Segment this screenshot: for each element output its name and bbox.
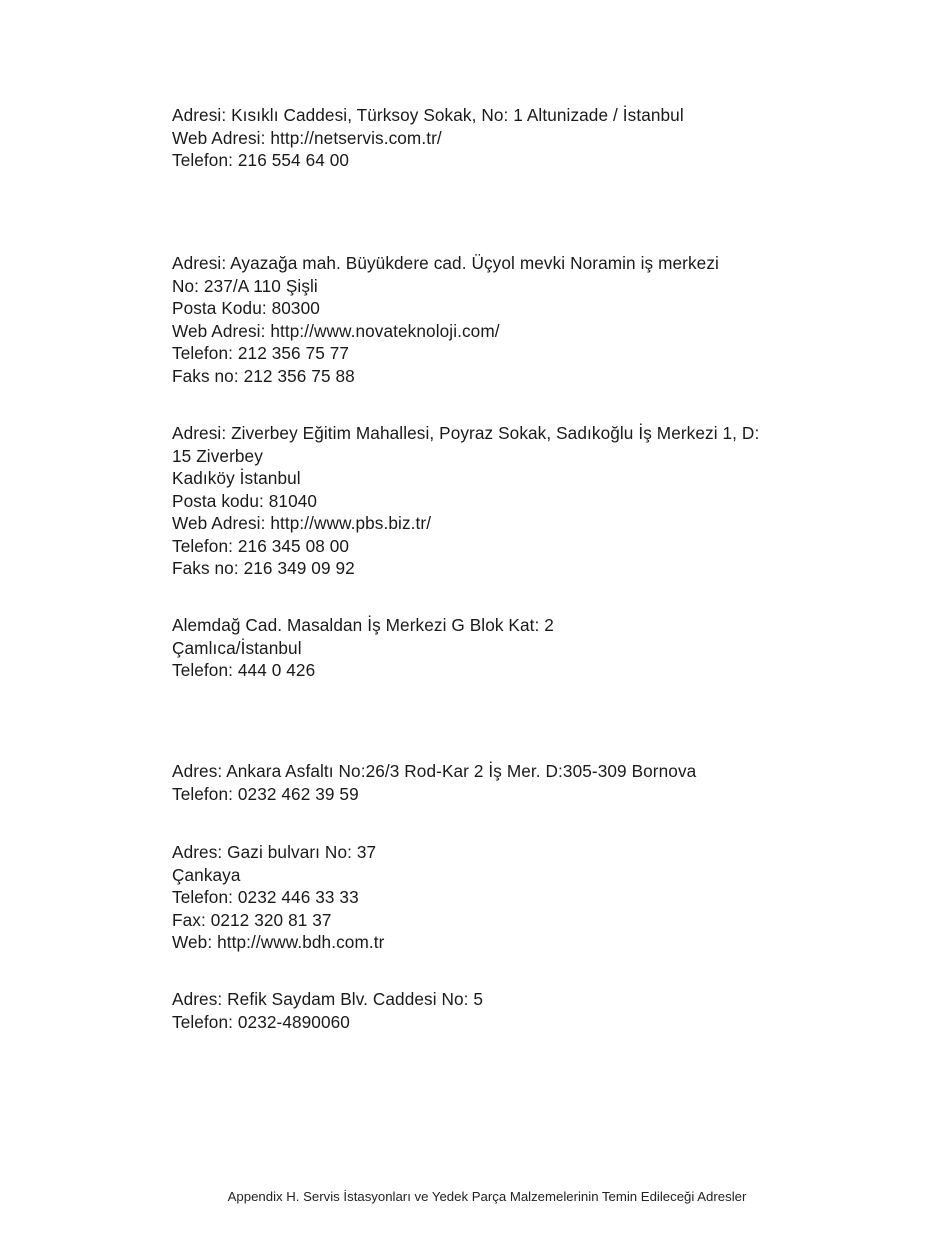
entry-line: Kadıköy İstanbul xyxy=(172,468,301,488)
page-footer: Appendix H. Servis İstasyonları ve Yedek Parça Malzemelerinin Temin Edileceği Adresler xyxy=(227,1189,747,1204)
address-entry xyxy=(172,252,832,387)
entry-line: Çankaya xyxy=(172,864,241,885)
entry-line: Posta Kodu: 80300 xyxy=(172,298,320,318)
entry-line: Faks no: 212 356 75 88 xyxy=(172,365,355,386)
entry-line: Fax: 0212 320 81 37 xyxy=(172,909,332,930)
address-entry xyxy=(172,988,832,1033)
entry-line: Adres: Refik Saydam Blv. Caddesi No: 5 xyxy=(172,989,484,1009)
entry-line: Telefon: 0232 462 39 59 xyxy=(172,783,359,804)
entry-line: Adresi: Kısıklı Caddesi, Türksoy Sokak, No: 1 Altunizade / İstanbul xyxy=(172,105,684,125)
entry-line: Faks no: 216 349 09 92 xyxy=(172,558,355,578)
entry-line: Web Adresi: http://www.pbs.biz.tr/ xyxy=(172,513,432,533)
entry-line: Web Adresi: http://www.novateknoloji.com/ xyxy=(172,320,500,341)
entry-line: Adresi: Ziverbey Eğitim Mahallesi, Poyraz Sokak, Sadıkoğlu İş Merkezi 1, D: xyxy=(172,423,760,443)
entry-line: Alemdağ Cad. Masaldan İş Merkezi G Blok Kat: 2 xyxy=(172,615,554,635)
entry-line: No: 237/A 110 Şişli xyxy=(172,275,318,296)
entry-line: Adresi: Ayazağa mah. Büyükdere cad. Üçyol mevki Noramin iş merkezi xyxy=(172,253,719,273)
entry-line: Telefon: 0232-4890060 xyxy=(172,1011,350,1032)
entry-line: Adres: Gazi bulvarı No: 37 xyxy=(172,842,377,862)
entry-line: Posta kodu: 81040 xyxy=(172,490,318,511)
entry-line: Adres: Ankara Asfaltı No:26/3 Rod-Kar 2 İş Mer. D:305-309 Bornova xyxy=(172,761,697,781)
address-entry xyxy=(172,841,832,954)
address-entry xyxy=(172,422,832,580)
address-entry xyxy=(172,760,832,805)
entry-line: Telefon: 444 0 426 xyxy=(172,660,316,680)
entry-line: 15 Ziverbey xyxy=(172,445,263,466)
address-entry xyxy=(172,104,832,172)
entry-line: Telefon: 0232 446 33 33 xyxy=(172,887,359,907)
entry-line: Telefon: 216 554 64 00 xyxy=(172,150,350,170)
entry-line: Çamlıca/İstanbul xyxy=(172,637,302,658)
entry-line: Web: http://www.bdh.com.tr xyxy=(172,932,385,952)
entry-line: Telefon: 212 356 75 77 xyxy=(172,343,350,363)
entry-line: Telefon: 216 345 08 00 xyxy=(172,535,350,556)
entry-line: Web Adresi: http://netservis.com.tr/ xyxy=(172,127,442,148)
address-entry xyxy=(172,614,832,682)
